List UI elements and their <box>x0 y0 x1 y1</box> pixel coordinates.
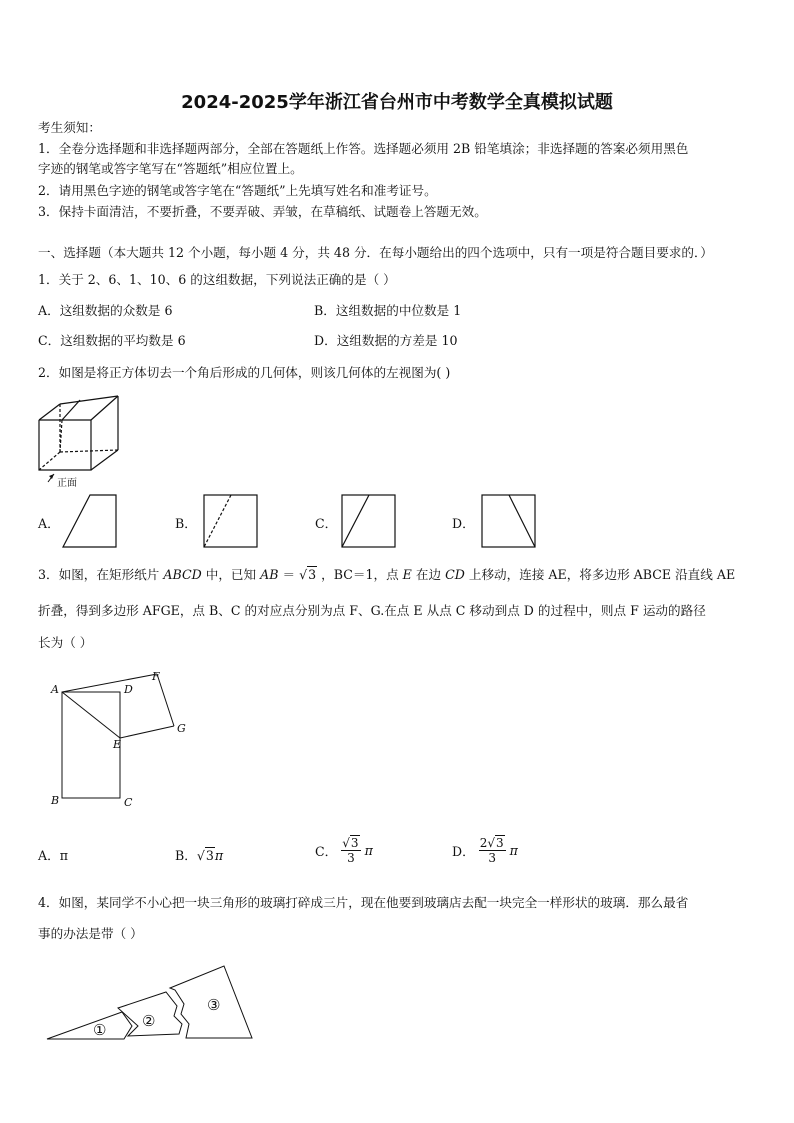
q4-line-1: 4．如图，某同学不小心把一块三角形的玻璃打碎成三片，现在他要到玻璃店去配一块完全一样形状的玻璃．那么最省 <box>38 895 689 910</box>
q1-option-b[interactable]: B．这组数据的中位数是 1 <box>314 303 462 318</box>
notice-heading: 考生须知： <box>38 120 101 135</box>
q2-option-c-figure[interactable] <box>341 494 397 550</box>
q3-rectangle-figure <box>48 670 198 815</box>
q1-option-c[interactable]: C．这组数据的平均数是 6 <box>38 333 186 348</box>
q2-option-d-figure[interactable] <box>481 494 537 550</box>
q3-option-a[interactable]: A．π <box>38 848 68 863</box>
q3-line-1: 3．如图，在矩形纸片 ABCD 中，已知 AB ＝ √3 ，BC＝1，点 E 在边 CD 上移动，连接 AE，将多边形 ABCE 沿直线 AE <box>38 567 736 582</box>
q2-option-c-label[interactable]: C． <box>315 516 338 531</box>
q3-line-2: 折叠，得到多边形 AFGE，点 B、C 的对应点分别为点 F、G.在点 E 从点 C 移动到点 D 的过程中，则点 F 运动的路径 <box>38 603 706 618</box>
q3-option-d[interactable]: D． $\frac{2√3}{3}$ π <box>452 836 518 865</box>
q3-label-b: B <box>51 794 60 807</box>
q4-broken-glass-figure <box>44 962 259 1047</box>
q3-label-d: D <box>124 683 133 696</box>
q3-label-e: E <box>113 738 122 751</box>
q3-label-a: A <box>51 683 59 696</box>
q4-piece-3: ③ <box>207 996 221 1014</box>
q2-option-b-label[interactable]: B． <box>175 516 197 531</box>
q1-option-d[interactable]: D．这组数据的方差是 10 <box>314 333 458 348</box>
q2-cube-figure <box>30 394 130 486</box>
q4-piece-1: ① <box>93 1021 107 1039</box>
page-title: 2024-2025学年浙江省台州市中考数学全真模拟试题 <box>181 92 613 113</box>
q2-stem: 2．如图是将正方体切去一个角后形成的几何体，则该几何体的左视图为( ) <box>38 365 451 380</box>
q3-label-g: G <box>177 722 186 735</box>
q2-option-a-figure[interactable] <box>62 494 118 550</box>
q3-line-3: 长为（ ） <box>38 635 93 650</box>
q1-option-a[interactable]: A．这组数据的众数是 6 <box>38 303 173 318</box>
q2-option-d-label[interactable]: D． <box>452 516 475 531</box>
q2-front-label: 正面 <box>57 478 77 489</box>
q1-stem: 1．关于 2、6、1、10、6 的这组数据，下列说法正确的是（ ） <box>38 272 396 287</box>
notice-item-1a: 1．全卷分选择题和非选择题两部分，全部在答题纸上作答。选择题必须用 2B 铅笔填涂；非选择题的答案必须用黑色 <box>38 141 689 156</box>
q3-label-f: F <box>152 670 160 683</box>
q2-option-a-label[interactable]: A． <box>38 516 60 531</box>
q3-label-c: C <box>124 796 133 809</box>
q2-option-b-figure[interactable] <box>203 494 259 550</box>
notice-item-1b: 字迹的钢笔或答字笔写在“答题纸”相应位置上。 <box>38 161 303 176</box>
notice-item-2: 2．请用黑色字迹的钢笔或答字笔在“答题纸”上先填写姓名和准考证号。 <box>38 183 437 198</box>
q3-option-c[interactable]: C． $\frac{√3}{3}$ π <box>315 836 373 865</box>
q4-line-2: 事的办法是带（ ） <box>38 926 143 941</box>
notice-item-3: 3．保持卡面清洁，不要折叠，不要弄破、弄皱，在草稿纸、试题卷上答题无效。 <box>38 204 487 219</box>
section-heading: 一、选择题（本大题共 12 个小题，每小题 4 分，共 48 分．在每小题给出的四个选项中，只有一项是符合题目要求的．） <box>38 245 713 260</box>
q4-piece-2: ② <box>142 1012 156 1030</box>
q3-option-b[interactable]: B．√3π <box>175 848 224 863</box>
